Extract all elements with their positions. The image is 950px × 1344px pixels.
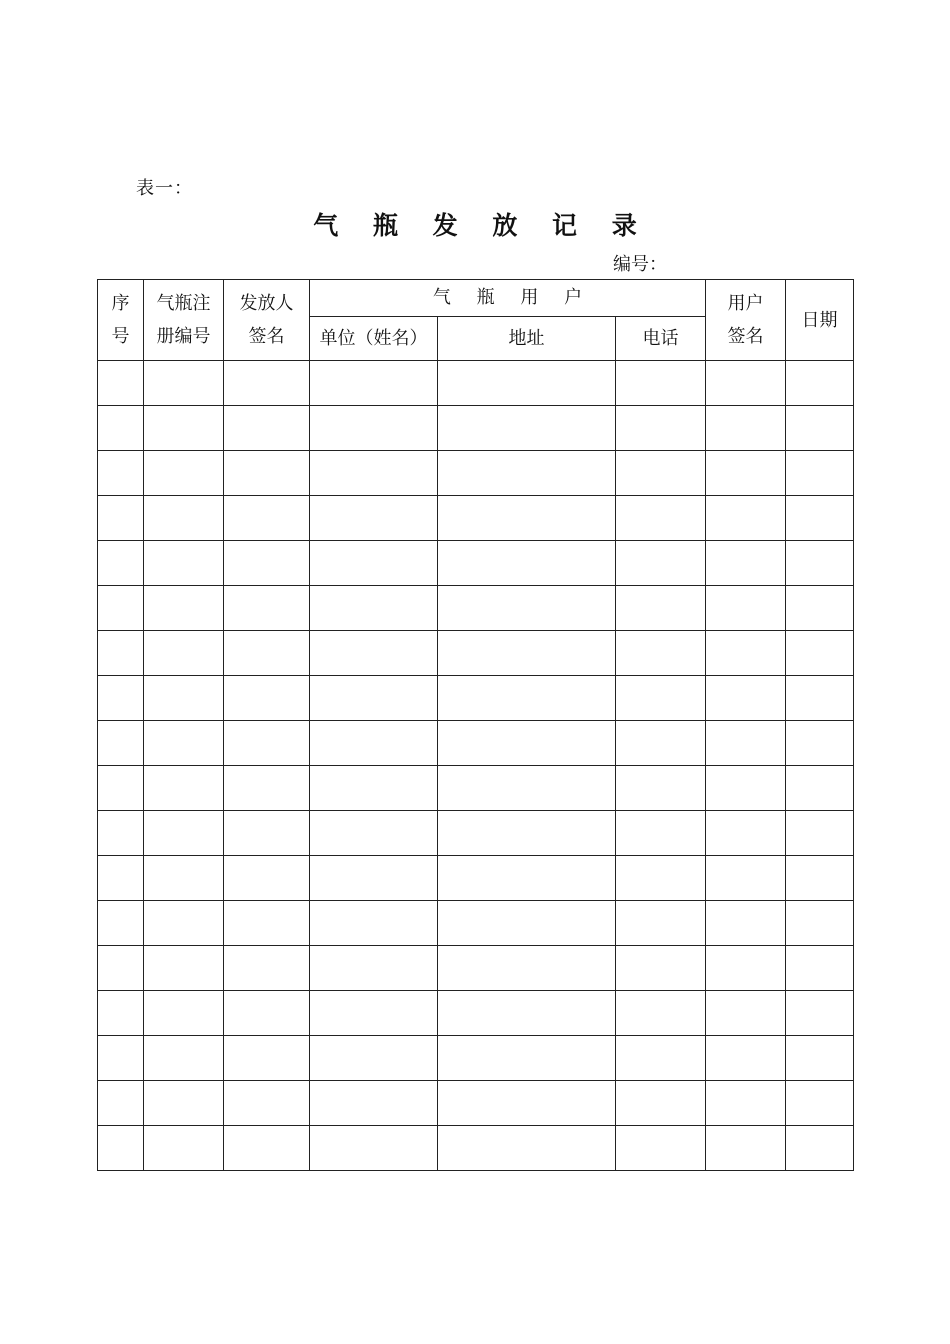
cell-user-sign [706,406,786,451]
cell-cylinder-reg-no [144,766,224,811]
cell-cylinder-reg-no [144,676,224,721]
cell-unit-name [310,1036,438,1081]
cell-issuer-sign [224,451,310,496]
cell-date [786,451,854,496]
record-number-label: 编号： [613,254,667,275]
cell-address [438,676,616,721]
cell-issuer-sign [224,361,310,406]
cell-cylinder-reg-no [144,496,224,541]
cell-unit-name [310,721,438,766]
cell-phone [616,586,706,631]
cell-date [786,361,854,406]
cell-phone [616,676,706,721]
cell-cylinder-reg-no [144,1036,224,1081]
table-row [98,541,854,586]
cell-issuer-sign [224,856,310,901]
page-title: 气 瓶 发 放 记 录 [313,211,650,240]
table-row [98,361,854,406]
cell-unit-name [310,811,438,856]
cell-issuer-sign [224,766,310,811]
cell-issuer-sign [224,631,310,676]
cell-issuer-sign [224,1126,310,1171]
header-row-top [98,280,854,317]
cell-address [438,811,616,856]
cell-date [786,946,854,991]
table-row [98,586,854,631]
cell-address [438,1081,616,1126]
cell-phone [616,1126,706,1171]
table-row [98,451,854,496]
cell-user-sign [706,856,786,901]
cell-cylinder-reg-no [144,631,224,676]
cell-date [786,586,854,631]
cell-user-sign [706,721,786,766]
cell-seq [98,811,144,856]
header-cylinder-reg-no-line1: 气瓶注 [156,293,211,314]
cell-phone [616,766,706,811]
cell-unit-name [310,1126,438,1171]
cell-issuer-sign [224,676,310,721]
cell-seq [98,991,144,1036]
cell-date [786,856,854,901]
table-row [98,1036,854,1081]
cell-date [786,676,854,721]
cell-issuer-sign [224,496,310,541]
cell-cylinder-reg-no [144,946,224,991]
table-row [98,766,854,811]
cell-address [438,991,616,1036]
cell-date [786,1081,854,1126]
cell-phone [616,1081,706,1126]
cell-seq [98,676,144,721]
cell-issuer-sign [224,586,310,631]
cell-cylinder-reg-no [144,901,224,946]
cell-seq [98,586,144,631]
cell-user-sign [706,586,786,631]
cell-cylinder-reg-no [144,406,224,451]
cell-cylinder-reg-no [144,586,224,631]
cell-seq [98,1081,144,1126]
table-row [98,991,854,1036]
header-phone: 电话 [616,317,706,361]
cell-user-sign [706,946,786,991]
cell-seq [98,946,144,991]
cell-issuer-sign [224,991,310,1036]
cell-seq [98,451,144,496]
header-user-sign-line2: 签名 [727,326,764,347]
cell-seq [98,1036,144,1081]
cell-address [438,1126,616,1171]
cell-date [786,496,854,541]
cell-cylinder-reg-no [144,361,224,406]
header-issuer-sign [224,280,310,361]
header-address: 地址 [438,317,616,361]
cell-issuer-sign [224,946,310,991]
cell-seq [98,496,144,541]
cell-user-sign [706,901,786,946]
cell-seq [98,361,144,406]
cell-unit-name [310,361,438,406]
cell-issuer-sign [224,901,310,946]
cell-phone [616,811,706,856]
cell-cylinder-reg-no [144,451,224,496]
cell-seq [98,901,144,946]
cell-seq [98,406,144,451]
cell-address [438,901,616,946]
cell-unit-name [310,406,438,451]
cell-seq [98,541,144,586]
cell-date [786,631,854,676]
cell-address [438,1036,616,1081]
cell-phone [616,1036,706,1081]
cell-seq [98,856,144,901]
cell-address [438,541,616,586]
cell-date [786,721,854,766]
cell-phone [616,406,706,451]
table-label: 表一： [136,178,193,199]
cell-phone [616,946,706,991]
cell-issuer-sign [224,406,310,451]
cell-cylinder-reg-no [144,811,224,856]
cell-user-sign [706,496,786,541]
cell-date [786,811,854,856]
table-row [98,856,854,901]
header-user-sign-line1: 用户 [727,293,764,314]
cell-unit-name [310,766,438,811]
cell-date [786,766,854,811]
table-row [98,406,854,451]
cylinder-issue-record-table [97,279,854,1171]
cell-date [786,406,854,451]
cell-unit-name [310,856,438,901]
cell-cylinder-reg-no [144,991,224,1036]
cell-address [438,856,616,901]
cell-phone [616,721,706,766]
cell-phone [616,991,706,1036]
header-issuer-sign-line2: 签名 [248,326,285,347]
cell-address [438,451,616,496]
header-cylinder-reg-no [144,280,224,361]
cell-user-sign [706,1126,786,1171]
table-row [98,721,854,766]
cell-cylinder-reg-no [144,541,224,586]
cell-address [438,946,616,991]
table-row [98,631,854,676]
header-user-sign [706,280,786,361]
cell-phone [616,496,706,541]
table-row [98,946,854,991]
cell-seq [98,1126,144,1171]
cell-phone [616,451,706,496]
cell-cylinder-reg-no [144,856,224,901]
cell-unit-name [310,1081,438,1126]
cell-seq [98,631,144,676]
cell-seq [98,766,144,811]
cell-phone [616,631,706,676]
cell-user-sign [706,766,786,811]
table-row [98,676,854,721]
cell-cylinder-reg-no [144,1081,224,1126]
cell-issuer-sign [224,721,310,766]
cell-date [786,991,854,1036]
header-seq [98,280,144,361]
cell-unit-name [310,676,438,721]
cell-unit-name [310,946,438,991]
header-cylinder-user-group: 气 瓶 用 户 [310,280,706,317]
table-row [98,811,854,856]
cell-address [438,766,616,811]
cell-address [438,406,616,451]
cell-issuer-sign [224,1036,310,1081]
cell-address [438,496,616,541]
cell-phone [616,361,706,406]
cell-date [786,1126,854,1171]
header-seq-line1: 序 [111,293,130,314]
table-row [98,1081,854,1126]
cell-unit-name [310,496,438,541]
cell-unit-name [310,586,438,631]
cell-issuer-sign [224,811,310,856]
cell-phone [616,901,706,946]
cell-user-sign [706,991,786,1036]
cell-user-sign [706,1081,786,1126]
cell-phone [616,856,706,901]
cell-address [438,721,616,766]
cell-user-sign [706,676,786,721]
cell-user-sign [706,361,786,406]
cell-cylinder-reg-no [144,1126,224,1171]
cell-date [786,541,854,586]
cell-user-sign [706,541,786,586]
cell-user-sign [706,1036,786,1081]
cell-address [438,631,616,676]
cell-date [786,1036,854,1081]
table-row [98,496,854,541]
cell-user-sign [706,451,786,496]
cell-user-sign [706,811,786,856]
header-cylinder-reg-no-line2: 册编号 [156,326,211,347]
header-issuer-sign-line1: 发放人 [239,293,294,314]
cell-address [438,586,616,631]
cell-user-sign [706,631,786,676]
table-row [98,901,854,946]
cell-unit-name [310,541,438,586]
cell-phone [616,541,706,586]
cell-date [786,901,854,946]
cell-cylinder-reg-no [144,721,224,766]
cell-unit-name [310,901,438,946]
header-unit-name: 单位（姓名） [310,317,438,361]
cell-unit-name [310,631,438,676]
cell-unit-name [310,991,438,1036]
header-seq-line2: 号 [111,326,130,347]
header-date: 日期 [786,280,854,361]
cell-address [438,361,616,406]
cell-issuer-sign [224,541,310,586]
cell-issuer-sign [224,1081,310,1126]
cell-unit-name [310,451,438,496]
table-row [98,1126,854,1171]
cell-seq [98,721,144,766]
